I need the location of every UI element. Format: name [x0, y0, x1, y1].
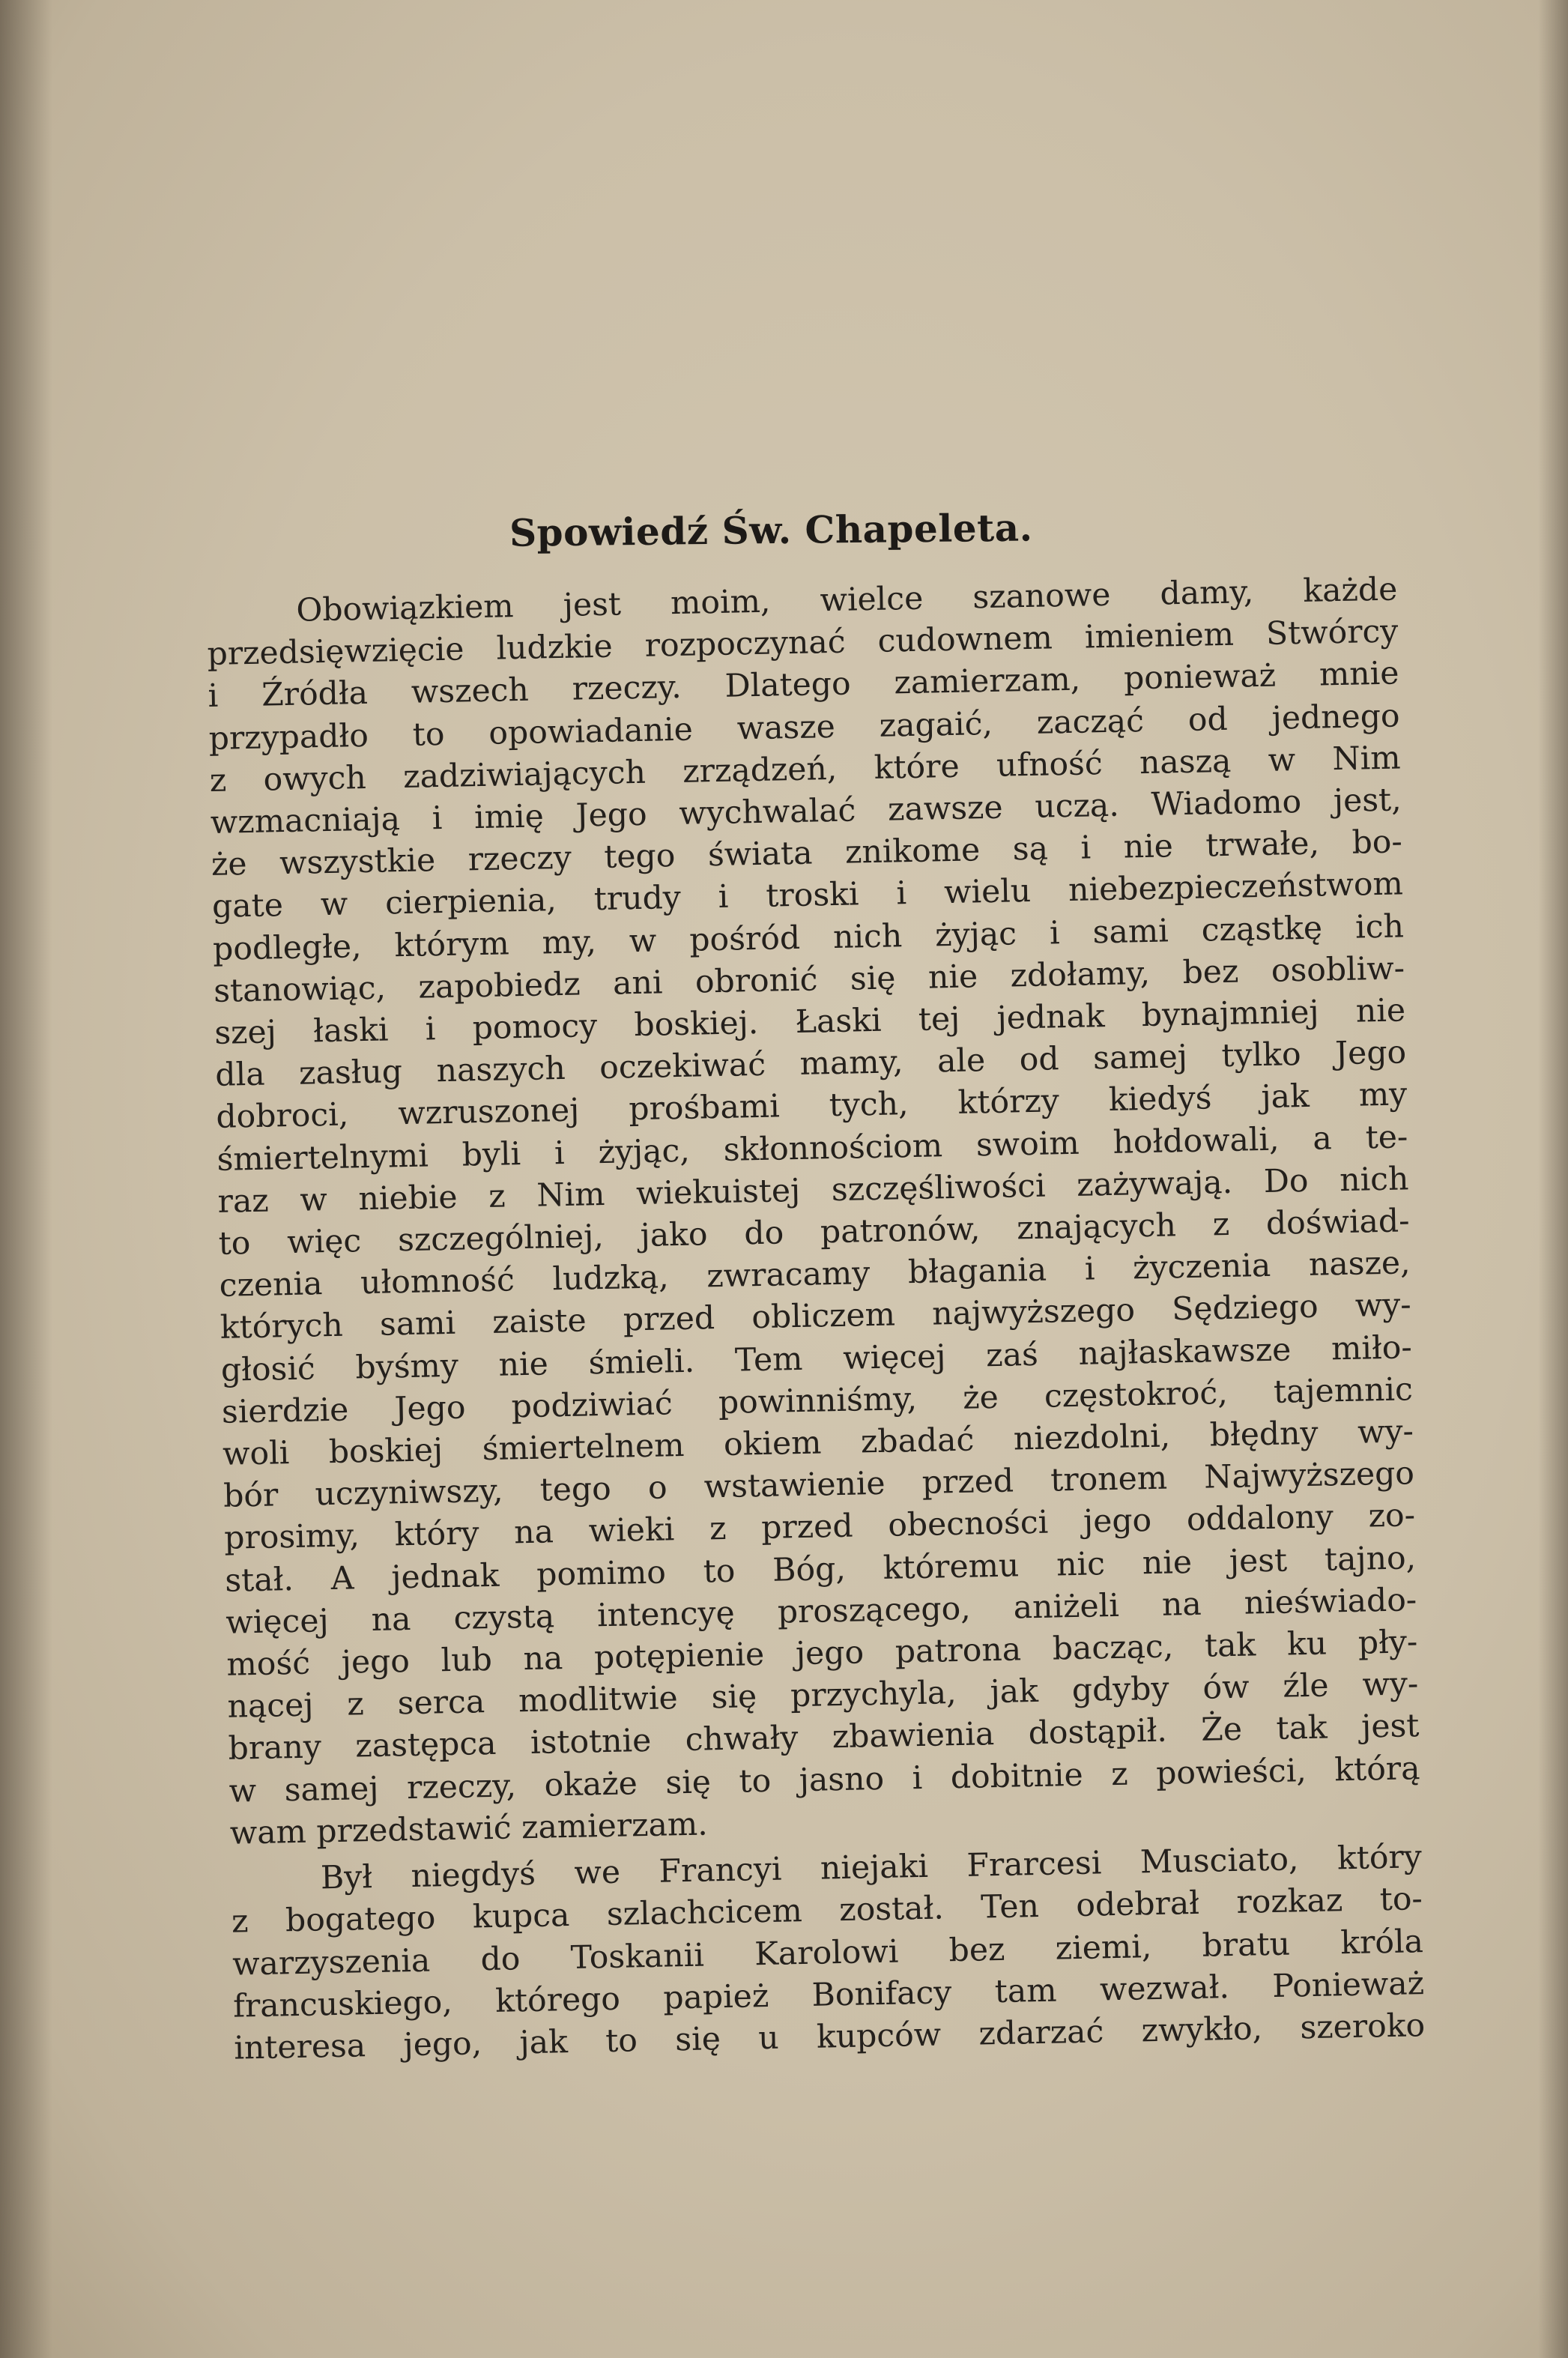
text-line: z bogatego kupca szlachcicem został. Ten odebrał rozkaz to-: [231, 1881, 1423, 1941]
text-line: dla zasług naszych oczekiwać mamy, ale od samej tylko Jego: [214, 1034, 1407, 1095]
text-line: szej łaski i pomocy boskiej. Łaski tej jednak bynajmniej nie: [214, 992, 1406, 1052]
text-line: nącej z serca modlitwie się przychyla, jak gdyby ów źle wy-: [227, 1666, 1419, 1726]
text-line: więcej na czystą intencyę proszącego, aniżeli na nieświado-: [225, 1582, 1417, 1642]
text-line: głosić byśmy nie śmieli. Tem więcej zaś najłaskawsze miło-: [220, 1328, 1413, 1389]
text-line: Obowiązkiem jest moim, wielce szanowe damy, każde: [296, 571, 1398, 629]
text-line: mość jego lub na potępienie jego patrona bacząc, tak ku pły-: [226, 1624, 1418, 1684]
text-line: przypadło to opowiadanie wasze zagaić, zacząć od jednego: [208, 698, 1400, 758]
paragraph-2: [230, 1836, 1425, 2070]
text-line: woli boskiej śmiertelnem okiem zbadać niezdolni, błędny wy-: [222, 1413, 1414, 1473]
text-line: stał. A jednak pomimo to Bóg, któremu nic nie jest tajno,: [224, 1539, 1417, 1600]
text-line: sierdzie Jego podziwiać powinniśmy, że częstokroć, tajemnic: [221, 1371, 1414, 1431]
paragraph-1: [206, 569, 1421, 1854]
text-line: i Źródła wszech rzeczy. Dlatego zamierzam, ponieważ mnie: [208, 655, 1399, 716]
text-line: bór uczyniwszy, tego o wstawienie przed tronem Najwyższego: [223, 1455, 1415, 1516]
text-line: interesa jego, jak to się u kupców zdarzać zwykło, szeroko: [233, 2007, 1426, 2067]
text-line: raz w niebie z Nim wiekuistej szczęśliwości zażywają. Do nich: [217, 1161, 1409, 1221]
text-line: czenia ułomność ludzką, zwracamy błagania i życzenia nasze,: [219, 1245, 1411, 1305]
text-line: francuskiego, którego papież Bonifacy tam wezwał. Ponieważ: [232, 1965, 1425, 2025]
text-line: których sami zaiste przed obliczem najwyższego Sędziego wy-: [220, 1287, 1412, 1347]
text-line: gate w cierpienia, trudy i troski i wielu niebezpieczeństwom: [211, 865, 1404, 926]
text-line: śmiertelnymi byli i żyjąc, skłonnościom swoim hołdowali, a te-: [217, 1118, 1408, 1179]
text-line: wzmacniają i imię Jego wychwalać zawsze uczą. Wiadomo jest,: [210, 782, 1402, 841]
text-line: z owych zadziwiających zrządzeń, które ufność naszą w Nim: [209, 740, 1402, 799]
text-line: wam przedstawić zamierzam.: [229, 1806, 709, 1852]
text-line: podległe, którym my, w pośród nich żyjąc i sami cząstkę ich: [212, 908, 1405, 968]
text-line: w samej rzeczy, okaże się to jasno i dobitnie z powieści, którą: [228, 1750, 1420, 1810]
text-line: że wszystkie rzeczy tego świata znikome są i nie trwałe, bo-: [211, 823, 1403, 884]
text-line: warzyszenia do Toskanii Karolowi bez ziemi, bratu króla: [231, 1923, 1424, 1983]
text-line: Był niegdyś we Francyi niejaki Frarcesi Musciato, który: [320, 1839, 1423, 1897]
text-line: prosimy, który na wieki z przed obecności jego oddalony zo-: [223, 1497, 1416, 1558]
text-line: stanowiąc, zapobiedz ani obronić się nie zdołamy, bez osobliw-: [213, 950, 1405, 1010]
text-line: dobroci, wzruszonej prośbami tych, którzy kiedyś jak my: [216, 1076, 1408, 1137]
text-line: brany zastępca istotnie chwały zbawienia dostąpił. Że tak jest: [228, 1708, 1420, 1768]
text-line: przedsięwzięcie ludzkie rozpoczynać cudownem imieniem Stwórcy: [207, 613, 1399, 674]
text-line: to więc szczególniej, jako do patronów, znających z doświad-: [218, 1203, 1410, 1263]
chapter-title: Spowiedź Św. Chapeleta.: [509, 505, 1033, 555]
body-text: [206, 569, 1426, 2070]
